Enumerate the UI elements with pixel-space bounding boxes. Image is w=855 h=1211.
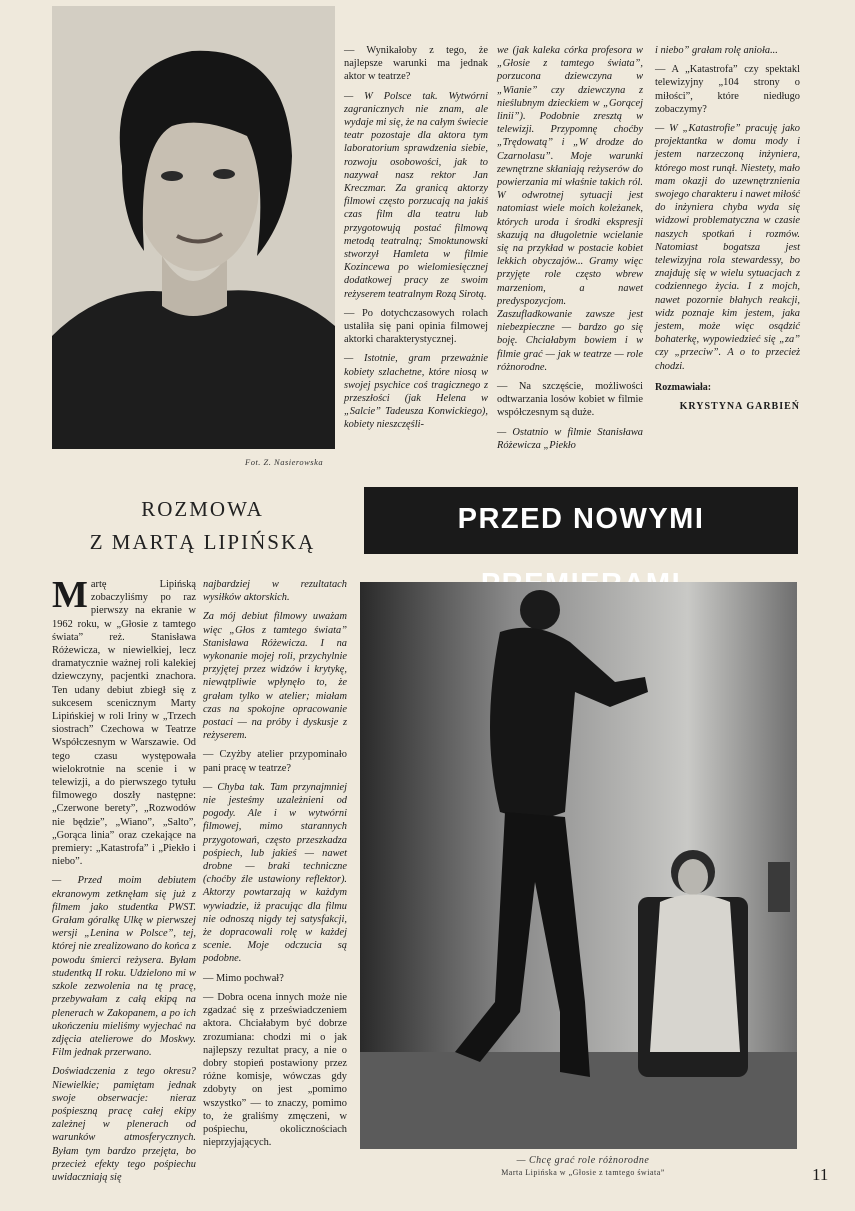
paragraph: — Przed moim debiutem ekranowym zetknęłam się już z filmem jako studentka PWST. Grałam góralkę Ulkę w pierwszej wersji „Lenina w Polsce”, tej, której nie zrealizowano do końca z powodu śmierci reżysera. Byłam studentką II roku. Udzielono mi w szkole zezwolenia na tę pracę, przebywałam z całą ekipą na plenerach w Zakopanem, a po ich ukończeniu mieliśmy wyjechać na zdjęcia atelierowe do Moskwy. Film jednak przerwano. — [52, 875, 196, 1059]
paragraph: i niebo” grałam rolę anioła... — [655, 45, 778, 56]
intro-paragraph — [52, 574, 196, 868]
paragraph: — Na szczęście, możliwości odtwarzania losów kobiet w filmie współczesnym są duże. — [497, 381, 643, 419]
still-caption — [448, 1155, 718, 1177]
top-column-3 — [655, 44, 800, 413]
article-kicker — [60, 493, 345, 559]
paragraph: — Mimo pochwał? — [203, 972, 284, 984]
film-still-illustration — [360, 582, 797, 1149]
photo-credit: Fot. Z. Nasierowska — [245, 457, 324, 467]
bottom-column-2 — [203, 578, 347, 1155]
paragraph: — W Polsce tak. Wytwórni zagranicznych nie znam, ale wydaje mi się, że na całym świecie teatr pozostaje dla aktora tym laboratorium sprawdzenia siebie, rozwoju osobowości, jak to nazywał nasz rektor Jan Kreczmar. Za granicą aktorzy filmowi często porzucają na jakiś czas film dla teatru lub przygotowują postać filmową metodą teatralną; Smoktunowski stworzył Hamleta w filmie Kozincewa po wielomiesięcznej dodatkowej pracy ze swoim reżyserem teatralnym Rozą Sirotą. — [344, 90, 488, 300]
paragraph: najbardziej w rezultatach wysiłków aktorskich. — [203, 579, 347, 604]
paragraph: Doświadczenia z tego okresu? Niewielkie; pamiętam jednak swoje obserwacje: nieraz pośpieszną pracę całej ekipy zależnej w plenerach od warunków atmosferycznych. Byłam tym bardzo przejęta, bo przecież efekty tego pośpiechu uwidaczniają się — [52, 1066, 196, 1183]
portrait-illustration — [52, 6, 335, 449]
paragraph: — Dobra ocena innych może nie zgadzać się z przeświadczeniem aktora. Chciałabym być dobrze zrozumiana: chodzi mi o jak najlepszy rezultat pracy, a nie o dobry stopień postawiony przez różne komisje, wówczas gdy zdobyty on jest „pomimo wszystko” — to znaczy, pomimo to, że graliśmy zmęczeni, w pośpiechu, okolicznościach nieprzyjających. — [203, 991, 347, 1149]
paragraph: Za mój debiut filmowy uważam więc „Głos z tamtego świata” Stanisława Różewicza. I na wykonanie mojej roli, przychylnie przyjętej przez widzów i krytykę, niewątpliwie wpłynęło to, że grałam tylko w atelier; miałam czas na spokojne opracowanie postaci — na próby i dyskusje z reżyserem. — [203, 611, 347, 742]
paragraph: — A „Katastrofa” czy spektakl telewizyjny „104 strony o miłości”, które niedługo zobaczymy? — [655, 64, 800, 115]
still-caption-description: Marta Lipińska w „Głosie z tamtego świata” — [501, 1168, 665, 1177]
paragraph: — Istotnie, gram przeważnie kobiety szlachetne, które niosą w swojej psychice coś tragicznego z przeszłości (jak Helena w „Salcie” Tadeusza Konwickiego), kobiety nieszczęśli- — [344, 353, 488, 431]
credit-name: KRYSTYNA GARBIEŃ — [679, 401, 800, 413]
kicker-line-1: ROZMOWA — [141, 497, 264, 521]
paragraph: — Po dotychczasowych rolach ustaliła się pani opinia filmowej aktorki charakterystycznej. — [344, 307, 488, 346]
portrait-photo — [52, 6, 335, 449]
film-still-photo — [360, 582, 797, 1149]
credit-label: Rozmawiała: — [655, 381, 712, 393]
top-column-1 — [344, 44, 488, 438]
top-column-2 — [497, 44, 643, 458]
paragraph: we (jak kaleka córka profesora w „Głosie z tamtego świata”, porzucona dziewczyna w „Wianie” czy dziewczyna z nieślubnym dzieckiem w „Gorącej linii”). Podobnie zresztą w telewizji. Przypomnę choćby „Trędowatą” i „W drodze do Czarnolasu”. Moje warunki zewnętrzne skłaniają reżyserów do powierzania mi właśnie takich ról. W odwrotnej sytuacji jest natomiast wiele moich koleżanek, których uroda i środki ekspresji skazują na długoletnie wcielanie się na przykład w postacie kobiet lekkich obyczajów... Gramy więc przyjęte role często wbrew marzeniom, a nawet predyspozycjom. Zaszufladkowanie zawsze jest niebezpieczne — bardzo go się boję. Chciałabym bowiem i w filmie grać — jak w teatrze — role różnorodne. — [497, 45, 643, 373]
interviewer-credit — [655, 381, 800, 413]
drop-cap: M — [52, 574, 88, 616]
kicker-line-2: Z MARTĄ LIPIŃSKĄ — [89, 530, 316, 554]
paragraph: — W „Katastrofie” pracuję jako projektantka w domu mody i jestem narzeczoną inżyniera, którego most runął. Niestety, mało mam okazji do uzewnętrznienia swojego charakteru i nawet miłość do inżyniera chyba wyda się widzowi problematyczna w czasie naszych spotkań i rozmów. Natomiast bogatsza jest telewizyjna rola stewardessy, bo znajduję się w wielu sytuacjach z codziennego życia. I z mojch, nawet pozornie błahych reakcji, widz poznaje kim jestem, jaka jestem, może więc osądzić bohaterkę, wypowiedzieć się „za” czy „przeciw”. A o to przecież chodzi. — [655, 123, 800, 372]
intro-text: artę Lipińską zobaczyliśmy po raz pierwszy na ekranie w 1962 roku, w „Głosie z tamtego świata” reż. Stanisława Różewicza, w niewielkiej, lecz dramatycznie ważnej roli kalekiej dziewczyny, pacjentki znachora. Ten udany debiut zbiegł się z sukcesem scenicznym Marty Lipińskiej w roli Iriny w „Trzech siostrach” Czechowa w Teatrze Współczesnym w Warszawie. Od tego czasu występowała wielokrotnie na scenie i w telewizji, a do pierwszego tytułu filmowego doszły następne: „Czerwone berety”, „Rozwodów nie będzie”, „Wiano”, „Salto”, „Gorąca linia” oraz czekające na premiery: „Katastrofa” i „Piekło i niebo”. — [52, 579, 196, 868]
paragraph: — Czyżby atelier przypominało pani pracę w teatrze? — [203, 749, 347, 774]
paragraph: — Chyba tak. Tam przynajmniej nie jesteśmy uzależnieni od pogody. Ale i w wytwórni filmowej, mimo starannych przygotowań, często przeszkadza pośpiech, lub jakieś — nawet drobne — braki techniczne (choćby źle ustawiony reflektor). Aktorzy powtarzają w każdym wywiadzie, iż pracując dla filmu nie odnoszą nigdy tej satysfakcji, że dopracowali rolę w każdej scenie. Moje odczucia są podobne. — [203, 781, 347, 965]
page-number: 11 — [812, 1165, 829, 1184]
still-caption-quote: — Chcę grać role różnorodne — [516, 1155, 650, 1166]
paragraph: — Ostatnio w filmie Stanisława Różewicza „Piekło — [497, 426, 643, 451]
headline-banner: PRZED NOWYMI — [364, 487, 798, 554]
bottom-column-1 — [52, 574, 196, 1190]
paragraph: — Wynikałoby z tego, że najlepsze warunki ma jednak aktor w teatrze? — [344, 45, 488, 83]
